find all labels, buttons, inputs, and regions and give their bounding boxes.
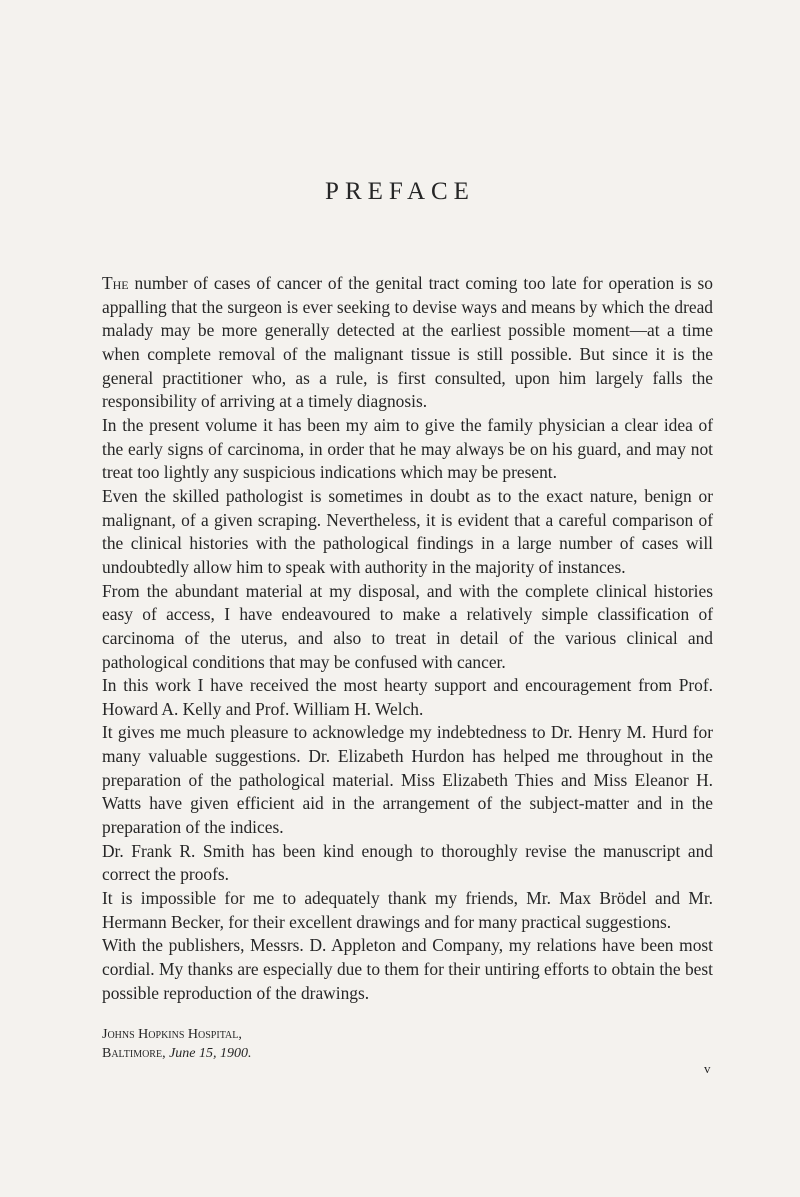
paragraph: Even the skilled pathologist is sometimes in doubt as to the exact nature, benign or malignant, of a given scraping. Nevertheless, it is evident that a careful comparison of the clinical histories with the pathological findings in a large number of cases will undoubtedly allow him to speak with authority in the majority of instances. [102, 485, 713, 577]
paragraph: In the present volume it has been my aim to give the family physician a clear idea of the early signs of carcinoma, in order that he may always be on his guard, and may not treat too lightly any suspicious indications which may be present. [102, 414, 713, 483]
paragraph: Dr. Frank R. Smith has been kind enough to thoroughly revise the manuscript and correct the proofs. [102, 840, 713, 885]
paragraph-text: number of cases of cancer of the genital tract coming too late for operation is so appalling that the surgeon is ever seeking to devise ways and means by which the dread malady may be more generally detected at the earliest possible moment—at a time when complete removal of the malignant tissue is still possible. But since it is the general practitioner who, as a rule, is first consulted, upon him largely falls the responsibility of arriving at a timely diagnosis. [102, 273, 713, 412]
paragraph: It gives me much pleasure to acknowledge my indebtedness to Dr. Henry M. Hurd for many valuable suggestions. Dr. Elizabeth Hurdon has helped me throughout in the preparation of the pathological material. Miss Elizabeth Thies and Miss Eleanor H. Watts have given efficient aid in the arrangement of the subject-matter and in the preparation of the indices. [102, 722, 713, 838]
signature-date: June 15, 1900. [169, 1046, 252, 1061]
page-title: PREFACE [325, 178, 475, 205]
preface-body [102, 272, 713, 1005]
paragraph: In this work I have received the most hearty support and encouragement from Prof. Howard A. Kelly and Prof. William H. Welch. [102, 675, 713, 719]
paragraph-lead-word: The [102, 273, 129, 293]
signature-place-date [102, 1044, 252, 1063]
paragraph: With the publishers, Messrs. D. Appleton and Company, my relations have been most cordial. My thanks are especially due to them for their untiring efforts to obtain the best possible reproduction of the drawings. [102, 935, 713, 1003]
page-number: v [704, 1061, 711, 1076]
signature-block [102, 1025, 252, 1063]
paragraph: From the abundant material at my disposal, and with the complete clinical histories easy of access, I have endeavoured to make a relatively simple classification of carcinoma of the uterus, and also to treat in detail of the various clinical and pathological conditions that may be confused with cancer. [102, 580, 713, 672]
signature-place: Baltimore, [102, 1046, 166, 1061]
paragraph [102, 272, 713, 414]
paragraph: It is impossible for me to adequately thank my friends, Mr. Max Brödel and Mr. Hermann Becker, for their excellent drawings and for many practical suggestions. [102, 888, 713, 932]
signature-institution: Johns Hopkins Hospital, [102, 1027, 242, 1042]
